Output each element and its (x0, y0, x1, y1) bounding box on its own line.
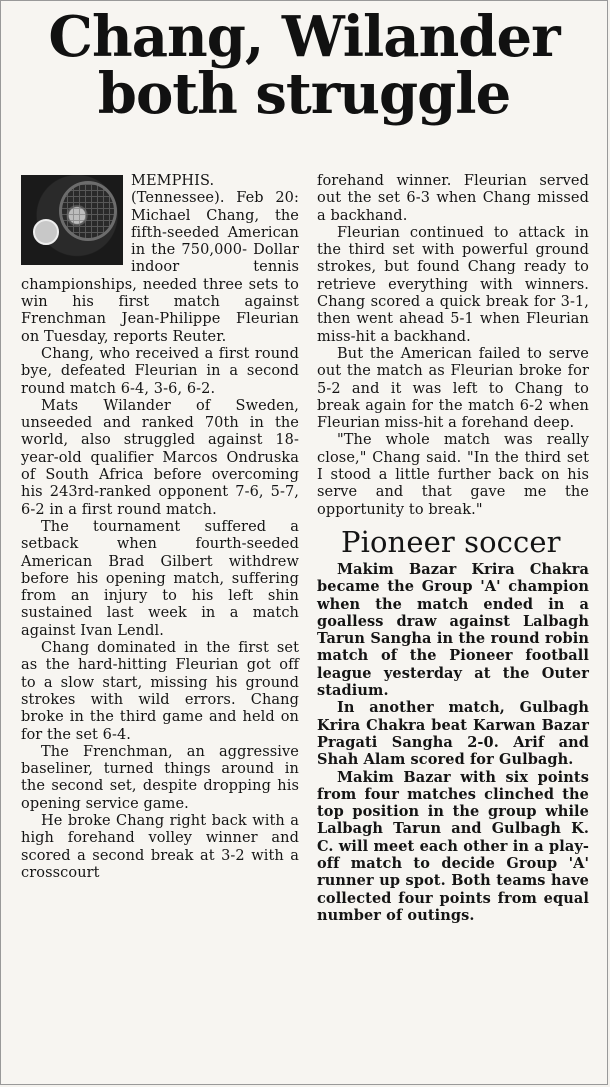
story1-paragraph: The Frenchman, an aggressive baseliner, turned things around in the second set, despite dropping his opening service game. (21, 743, 299, 812)
story1-paragraph: The tournament suffered a setback when fourth-seeded American Brad Gilbert withdrew before his opening match, suffering from an injury to his left shin sustained last week in a match against Ivan Lendl. (21, 518, 299, 639)
story1-continued-paragraph: "The whole match was really close," Chang said. "In the third set I stood a little further back on his serve and that gave me the opportunity to break." (317, 432, 589, 518)
tennis-ball-shape (33, 219, 59, 245)
story2-paragraph: Makim Bazar with six points from four matches clinched the top position in the group while Lalbagh Tarun and Gulbagh K. C. will meet each other in a play-off match to decide Group 'A' runner up spot. Both teams have collected four points from equal number of outings. (317, 768, 589, 924)
story2-paragraph: In another match, Gulbagh Krira Chakra beat Karwan Bazar Pragati Sangha 2-0. Arif and Shah Alam scored for Gulbagh. (317, 699, 589, 769)
story2-paragraph: Makim Bazar Krira Chakra became the Group 'A' champion when the match ended in a goalless draw against Lalbagh Tarun Sangha in the round robin match of the Pioneer football league yesterday at the Outer stadium. (317, 560, 589, 700)
racket-shape (59, 181, 117, 241)
story1-continued-paragraph: Fleurian continued to attack in the third set with powerful ground strokes, but found Chang ready to retrieve everything with winners. Chang scored a quick break for 3-1, then went ahead 5-1 when Fleurian miss-hit a backhand. (317, 224, 589, 345)
story2-headline: Pioneer soccer (341, 524, 561, 559)
story1-paragraph: Chang dominated in the first set as the hard-hitting Fleurian got off to a slow start, missing his ground strokes with wild errors. Chang broke in the third game and held on for the set 6-4. (21, 640, 299, 743)
story1-paragraph: MEMPHIS. (Tennessee). Feb 20: Michael Chang, the fifth-seeded American in the 750,000- Dollar indoor tennis championships, needed three sets to win his first match against Frenchman Jean-Philippe Fleurian on Tuesday, reports Reuter. (21, 173, 299, 345)
main-headline (1, 4, 607, 127)
story1-continued-paragraph: forehand winner. Fleurian served out the set 6-3 when Chang missed a backhand. (317, 173, 589, 224)
tennis-photo-icon (21, 175, 123, 265)
story2-body (317, 561, 589, 924)
headline-line-2: both struggle (97, 61, 511, 127)
story1-paragraph: He broke Chang right back with a high forehand volley winner and scored a second break at 3-2 with a crosscourt (21, 812, 299, 881)
story-column-right (317, 173, 589, 924)
story1-continued-paragraph: But the American failed to serve out the match as Fleurian broke for 5-2 and it was left to Chang to break again for the match 6-2 when Fleurian miss-hit a forehand deep. (317, 345, 589, 432)
story1-paragraph: Chang, who received a first round bye, defeated Fleurian in a second round match 6-4, 3-6, 6-2. (21, 345, 299, 397)
story1-column-left (21, 173, 299, 882)
headline-line-1: Chang, Wilander (48, 4, 560, 70)
story1-paragraph: Mats Wilander of Sweden, unseeded and ranked 70th in the world, also struggled against 18-year-old qualifier Marcos Ondruska of South Africa before overcoming his 243rd-ranked opponent 7-6, 5-7, 6-2 in a first round match. (21, 397, 299, 518)
